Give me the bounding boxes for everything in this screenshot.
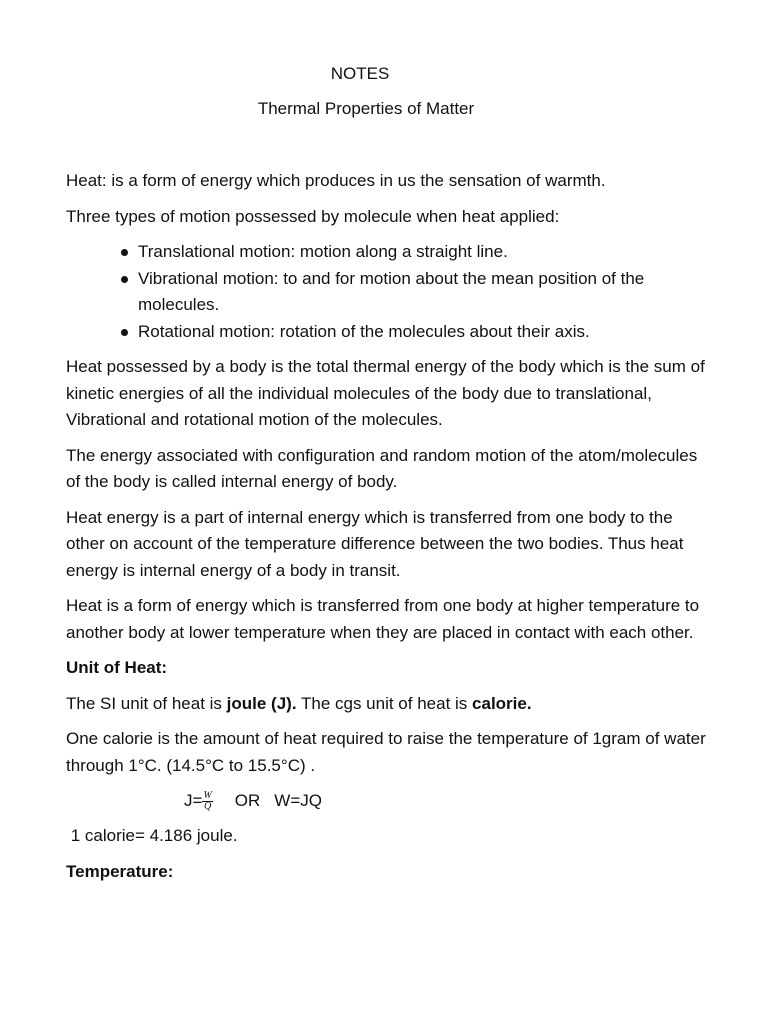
heat-definition: Heat: is a form of energy which produces in us the sensation of warmth. [66, 171, 606, 190]
formula-rhs: W=JQ [274, 791, 322, 810]
conversion-line: 1 calorie= 4.186 joule. [66, 826, 238, 845]
formula-fraction [202, 791, 212, 812]
formula [66, 788, 716, 814]
transfer-paragraph: Heat is a form of energy which is transferred from one body at higher temperature to another body at lower temperature when they are placed in contact with each other. [66, 596, 700, 642]
si-unit-paragraph [66, 691, 716, 718]
total-energy-paragraph: Heat possessed by a body is the total thermal energy of the body which is the sum of kinetic energies of all the individual molecules of the body due to translational, Vibrational and rotational motion of the molecules. [66, 357, 705, 429]
formula-numerator: W [203, 790, 212, 802]
internal-energy-paragraph: The energy associated with configuration and random motion of the atom/molecules of the body is called internal energy of body. [66, 445, 698, 491]
si-unit-prefix: The SI unit of heat is [66, 693, 227, 713]
transit-paragraph: Heat energy is a part of internal energy which is transferred from one body to the other on account of the temperature difference between the two bodies. Thus heat energy is internal energy of a body in transit. [66, 507, 684, 580]
calorie-definition: One calorie is the amount of heat required to raise the temperature of 1gram of water through 1°C. (14.5°C to 15.5°C) . [66, 729, 706, 775]
cgs-unit-calorie: calorie. [472, 693, 532, 713]
formula-or: OR [234, 791, 261, 810]
motion-list [66, 239, 716, 345]
page-subtitle: Thermal Properties of Matter [257, 99, 475, 118]
formula-lhs: J= [184, 791, 203, 810]
si-unit-middle: The cgs unit of heat is [296, 693, 473, 713]
page-title: NOTES [330, 64, 390, 83]
formula-denominator: Q [203, 801, 212, 813]
si-unit-joule: joule (J). [226, 693, 297, 713]
list-item: Vibrational motion: to and for motion about the mean position of the molecules. [138, 266, 716, 319]
temperature-heading: Temperature: [66, 861, 174, 881]
list-item: Translational motion: motion along a straight line. [138, 239, 716, 266]
document-body [66, 168, 716, 894]
unit-heading: Unit of Heat: [66, 658, 168, 677]
motion-intro: Three types of motion possessed by molecule when heat applied: [66, 206, 560, 226]
list-item: Rotational motion: rotation of the molecules about their axis. [138, 319, 716, 346]
